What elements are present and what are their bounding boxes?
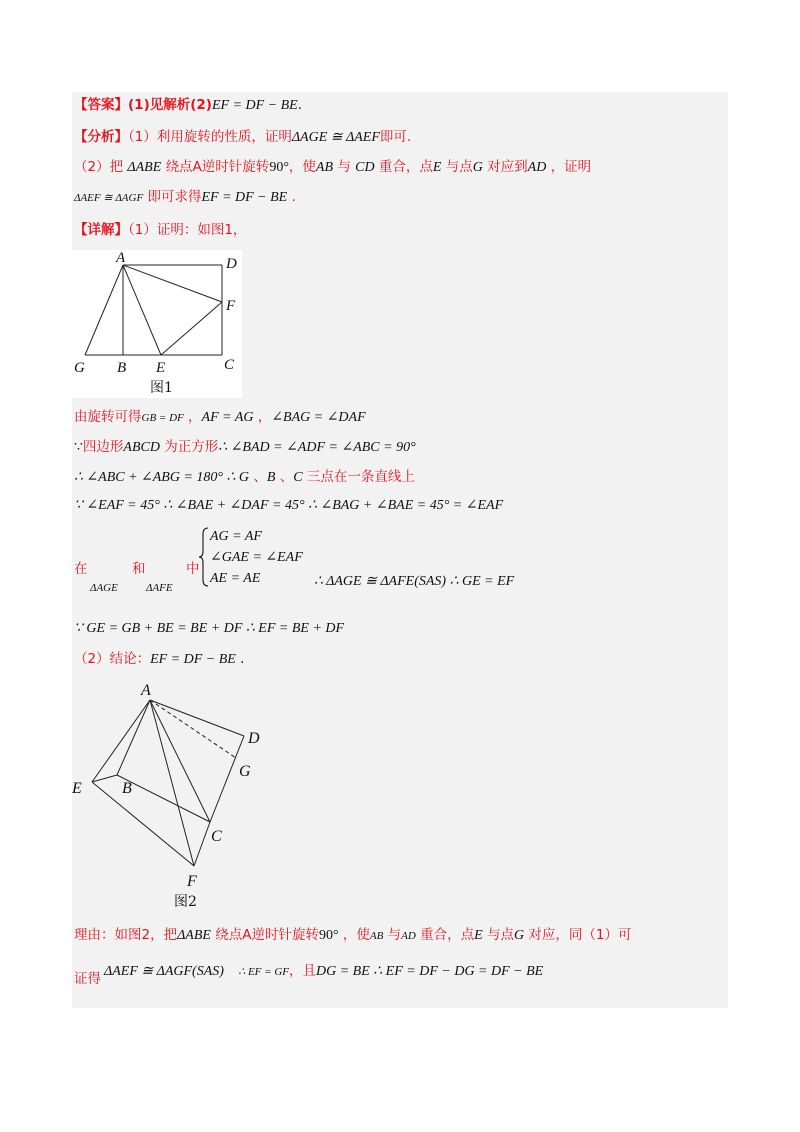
reason-math: E — [474, 928, 483, 943]
proof-math: GB = DF — [141, 412, 184, 424]
proof-text: 三点在一条直线上 — [306, 469, 415, 485]
reason-text: ，且 — [289, 963, 316, 979]
analysis-math: EF = DF − BE — [201, 190, 288, 205]
analysis-text: ，证明 — [550, 159, 592, 175]
figure-2 — [72, 680, 272, 910]
proof-math: B — [266, 470, 276, 485]
proof-text: ， — [257, 409, 272, 425]
system-eq-3 — [210, 569, 260, 588]
answer-result: EF = DF − BE — [211, 98, 298, 113]
analysis-math: AB — [315, 160, 334, 175]
proof-line-3 — [74, 468, 415, 487]
proof-math: ∴ ΔAGE ≅ ΔAFE(SAS) ∴ GE = EF — [314, 574, 515, 589]
label-C: C — [224, 357, 235, 373]
proof-math: AE = AE — [210, 571, 261, 586]
system-eq-2 — [210, 548, 303, 567]
proof-math: AG = AF — [210, 529, 262, 544]
reason-math: AD — [401, 930, 416, 942]
reason-math: 90° — [319, 928, 339, 943]
part2-math: EF = DF − BE — [150, 652, 236, 667]
proof-line-4 — [74, 496, 503, 515]
analysis-line-3 — [74, 188, 296, 207]
reason-text: ，使 — [342, 927, 370, 943]
segment-CF — [194, 822, 210, 866]
reason-line-2-left — [74, 970, 101, 988]
reason-text: 与 — [387, 927, 402, 943]
reason-line-1 — [74, 926, 632, 945]
proof-math: ∵ — [74, 440, 83, 455]
reason-math: G — [514, 928, 525, 943]
proof-text: 由旋转可得 — [74, 409, 142, 425]
reason-text: 理由：如图2，把 — [74, 927, 178, 943]
part2-line — [74, 650, 244, 669]
proof-math: ∵ ∠EAF = 45° ∴ ∠BAE + ∠DAF = 45° ∴ ∠BAG + ∠BAE = 45° = ∠EAF — [74, 498, 504, 513]
reason-math: ΔABE — [177, 928, 211, 943]
analysis-math: CD — [355, 160, 375, 175]
and-word — [132, 560, 146, 578]
label-F: F — [187, 873, 197, 890]
analysis-line-1 — [74, 128, 411, 147]
proof-math: ∴ ∠ABC + ∠ABG = 180° ∴ G — [74, 470, 250, 485]
triangle-AFE — [146, 578, 173, 597]
label-A: A — [141, 682, 151, 699]
label-G: G — [239, 763, 251, 780]
analysis-line-2 — [74, 158, 591, 177]
reason-line-2 — [104, 962, 543, 981]
answer-tag: 【答案】 — [74, 97, 128, 113]
proof-line-5-left — [74, 560, 88, 578]
analysis-text: ，使 — [288, 159, 316, 175]
proof-math: ΔAFE — [146, 582, 173, 594]
analysis-text: 绕点A逆时针旋转 — [165, 159, 270, 175]
system-brace — [198, 526, 210, 588]
triangle-AGE — [90, 578, 118, 597]
label-B: B — [117, 360, 127, 376]
part2-text: （2）结论： — [74, 651, 151, 667]
proof-math: ∠GAE = ∠EAF — [210, 550, 303, 565]
analysis-math: ΔABE — [127, 160, 162, 175]
proof-math: C — [293, 470, 303, 485]
segment-AE — [92, 700, 150, 782]
segment-AB — [117, 700, 150, 775]
analysis-end-1: 即可. — [379, 129, 412, 145]
figure-1-caption: 图1 — [150, 380, 173, 396]
segment-AC — [150, 700, 210, 822]
analysis-text: 与 — [337, 159, 351, 175]
proof-text: 中 — [186, 561, 200, 577]
answer-part1: (1)见解析(2) — [128, 97, 212, 113]
proof-math: ∴ ∠BAD = ∠ADF = ∠ABC = 90° — [218, 440, 416, 455]
proof-text: 和 — [132, 561, 146, 577]
analysis-text: 重合，点 — [378, 159, 433, 175]
label-D: D — [248, 730, 260, 747]
proof-line-1 — [74, 408, 366, 427]
analysis-tag: 【分析】 — [74, 129, 128, 145]
detail-line — [74, 221, 246, 239]
analysis-math: 90° — [269, 160, 289, 175]
proof-math: ABCD — [123, 440, 160, 455]
segment-AD — [150, 700, 244, 736]
analysis-text: 对应到 — [487, 159, 528, 175]
label-A: A — [116, 250, 126, 266]
reason-text: 证得 — [74, 971, 101, 987]
label-C: C — [211, 828, 222, 845]
answer-end: . — [297, 97, 303, 113]
detail-tag: 【详解】 — [74, 222, 128, 238]
reason-math: ΔAEF ≅ ΔAGF(SAS) — [104, 964, 224, 979]
reason-text: 重合，点 — [420, 927, 475, 943]
proof-text: 为正方形 — [164, 439, 219, 455]
figure-2-caption: 图2 — [174, 894, 197, 910]
label-B: B — [122, 780, 132, 797]
proof-math: AF = AG — [201, 410, 254, 425]
proof-math: ∵ GE = GB + BE = BE + DF ∴ EF = BE + DF — [74, 621, 345, 636]
proof-math: ΔAGE — [90, 582, 118, 594]
proof-text: 在 — [74, 561, 88, 577]
proof-text: 、 — [253, 469, 267, 485]
proof-text: 、 — [279, 469, 294, 485]
proof-line-2 — [74, 438, 416, 457]
analysis-text: （2）把 — [74, 159, 124, 175]
figure-1 — [72, 250, 242, 398]
reason-math: ∴ EF = GF — [238, 966, 289, 978]
analysis-math-1: ΔAGE ≅ ΔAEF — [291, 130, 380, 145]
reason-math: AB — [369, 930, 384, 942]
system-conclusion — [314, 572, 514, 591]
reason-text: 绕点A逆时针旋转 — [215, 927, 320, 943]
label-D: D — [226, 256, 237, 272]
label-G: G — [74, 360, 85, 376]
analysis-text: . — [291, 189, 296, 205]
reason-math: DG = BE ∴ EF = DF − DG = DF − BE — [316, 964, 544, 979]
detail-intro: （1）证明：如图1， — [128, 222, 247, 238]
proof-text: ， — [188, 409, 202, 425]
analysis-math: E — [432, 160, 442, 175]
label-E: E — [156, 360, 166, 376]
reason-text: 对应，同（1）可 — [528, 927, 632, 943]
proof-text: 四边形 — [82, 439, 124, 455]
analysis-text: 与点 — [445, 159, 473, 175]
analysis-math: G — [472, 160, 483, 175]
answer-line — [74, 96, 302, 115]
system-eq-1 — [210, 527, 262, 546]
label-F: F — [226, 298, 236, 314]
reason-text: 与点 — [487, 927, 514, 943]
proof-math: ∠BAG = ∠DAF — [271, 410, 366, 425]
analysis-math: AD — [527, 160, 547, 175]
proof-line-6 — [74, 619, 344, 638]
segment-EF — [92, 782, 194, 866]
part2-end: . — [240, 651, 245, 667]
analysis-math: ΔAEF ≅ ΔAGF — [74, 192, 144, 204]
analysis-text-1: （1）利用旋转的性质，证明 — [128, 129, 292, 145]
label-E: E — [72, 780, 82, 797]
analysis-text: 即可求得 — [147, 189, 202, 205]
